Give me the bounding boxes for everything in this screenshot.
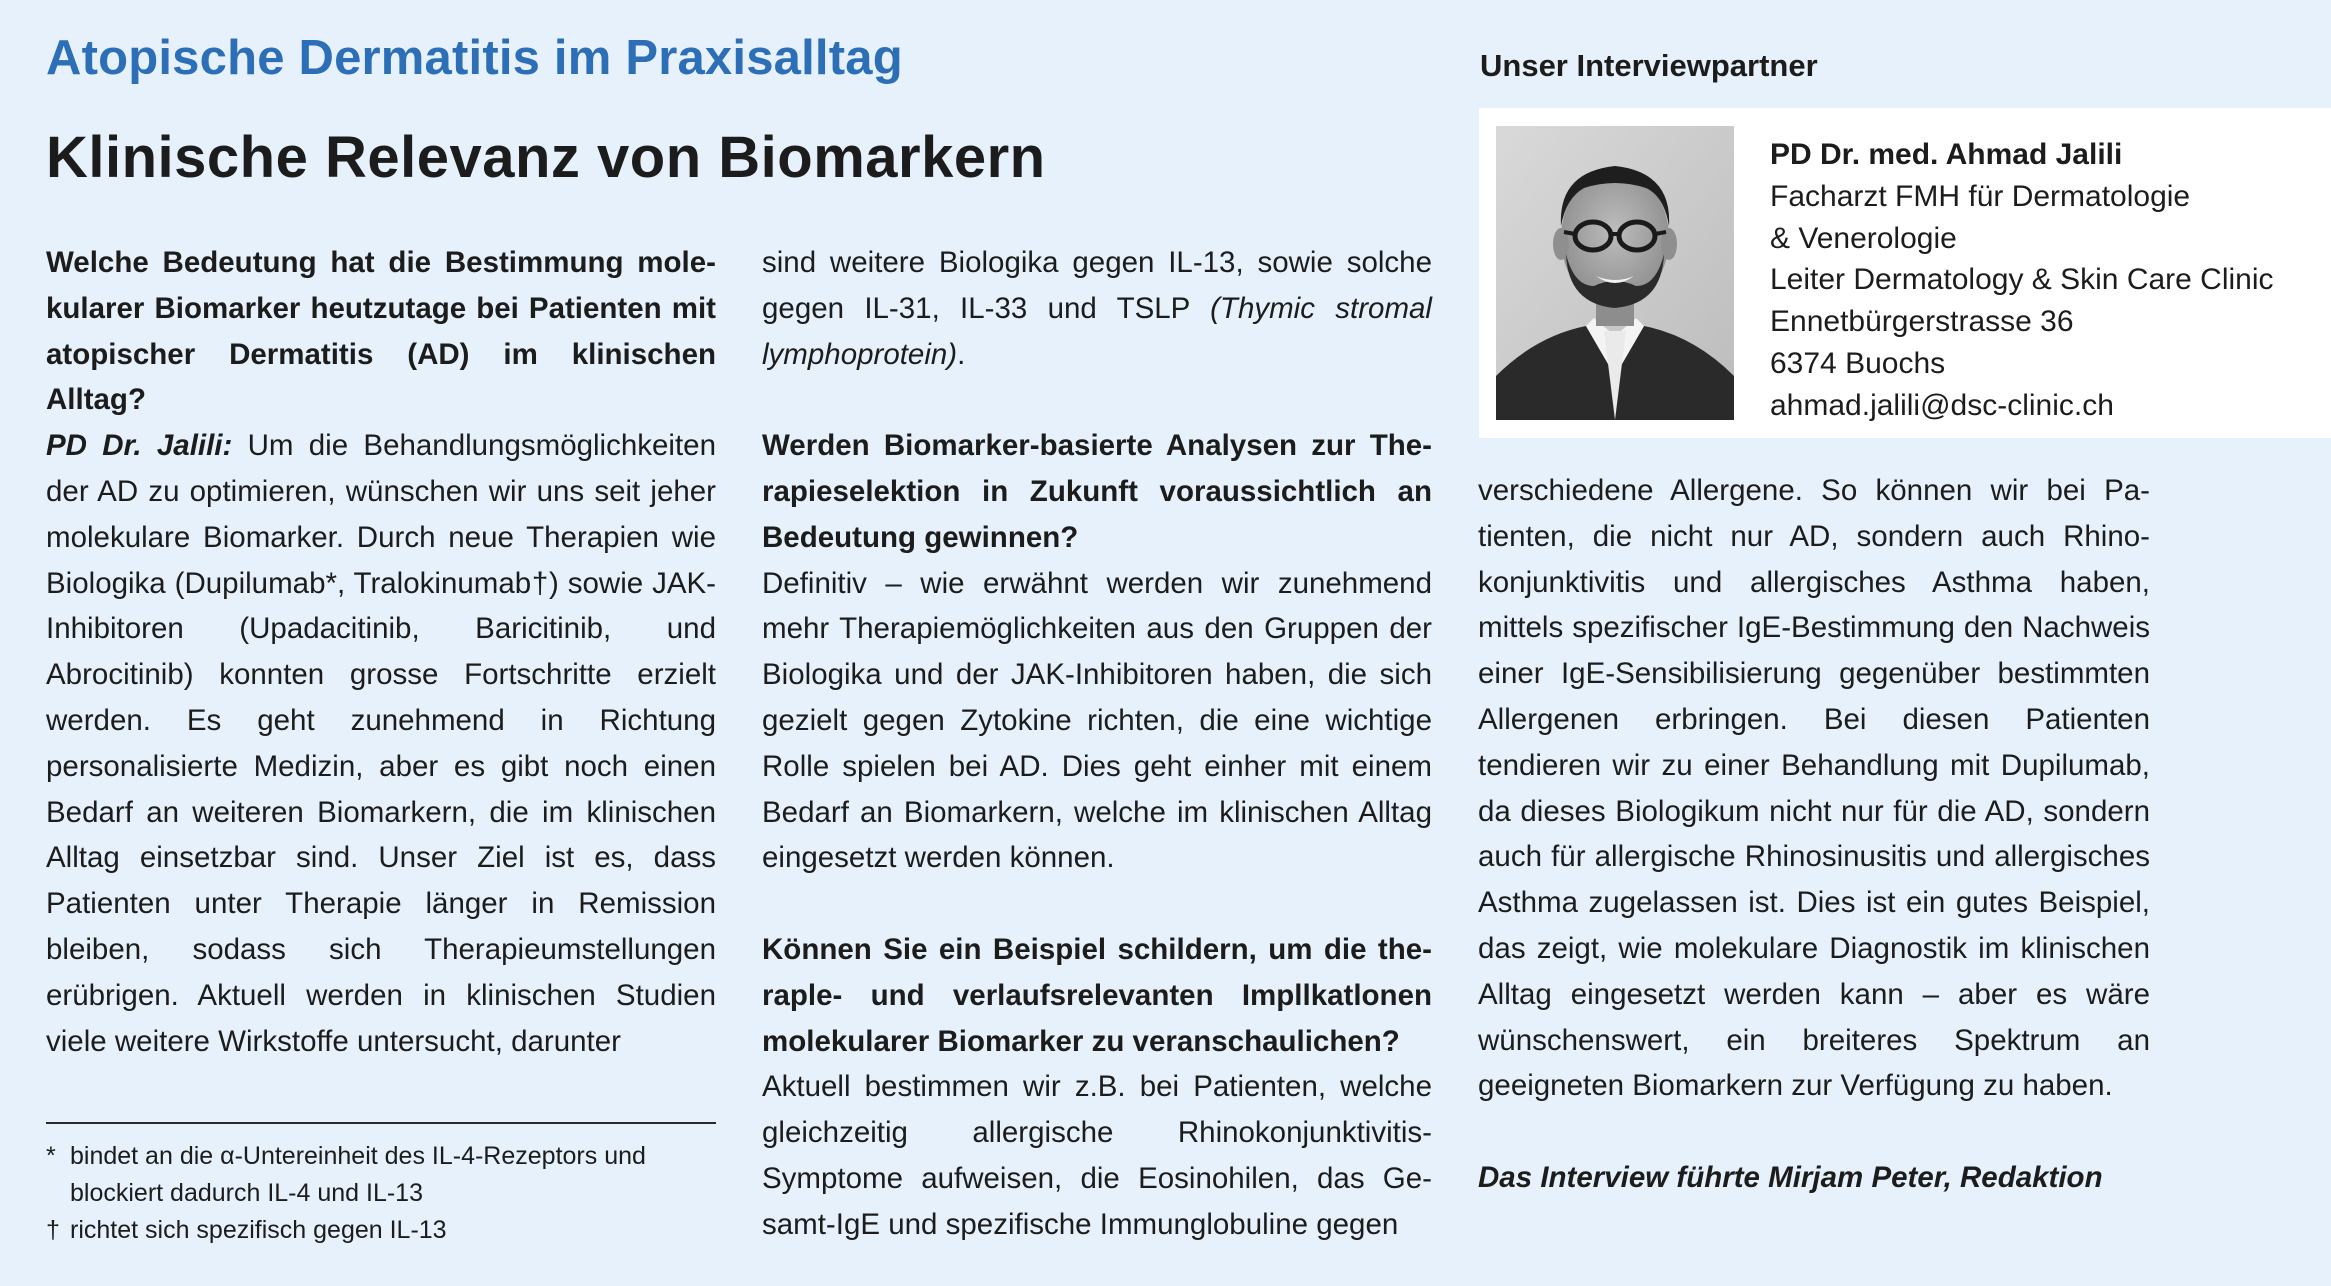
partner-title-line-3: Leiter Dermatology & Skin Care Clinic xyxy=(1770,263,2274,297)
portrait-photo-icon xyxy=(1496,126,1734,420)
article-title: Klinische Relevanz von Biomarkern xyxy=(46,125,1046,190)
answer-1-cont-italic: (Thymic stromal lymphoprotein) xyxy=(762,291,1432,371)
answer-1-text: Um die Behandlungsmöglichkeiten der AD zu optimieren, wünschen wir uns seit jeher molekulare Biomarker. Durch neue Therapien wie Biologika (Dupilumab*, Tralokinumab†) sowie JAK-Inhibitoren (Upadacitinib, Baricitinib, und Abrocitinib) konnten grosse Fortschritte erzielt werden. Es geht zunehmend in Richtung personalisierte Medizin, aber es gibt noch einen Bedarf an weiteren Biomarkern, die im klinischen Alltag einsetzbar sind. Unser Ziel ist es, dass Patienten unter Therapie länger in Remission bleiben, sodass sich Therapieumstellungen erübrigen. Aktuell werden in klinischen Studien viele weitere Wirkstoffe untersucht, darunter xyxy=(46,429,716,1058)
partner-email-link[interactable]: ahmad.jalili@dsc-clinic.ch xyxy=(1770,388,2114,422)
partner-title-line-1: Facharzt FMH für Dermatologie xyxy=(1770,179,2191,213)
answer-1 xyxy=(46,423,716,1064)
section-kicker: Atopische Dermatitis im Praxisalltag xyxy=(46,31,903,85)
partner-title-line-2: & Venerologie xyxy=(1770,221,1957,255)
partner-heading: Unser Interviewpartner xyxy=(1480,48,1818,83)
paragraph-gap xyxy=(762,881,1432,927)
column-1 xyxy=(46,240,716,1064)
answer-3: Aktuell bestimmen wir z.B. bei Patienten, welche gleichzeitig allergische Rhinokonjunktivitis-Symptome aufweisen, die Eosinohilen, das Gesamt-IgE und spezifische Immunglobuline gegen xyxy=(762,1070,1432,1241)
partner-name: PD Dr. med. Ahmad Jalili xyxy=(1770,138,2123,171)
footnote-text: bindet an die α-Untereinheit des IL-4-Rezeptors und blockiert dadurch IL-4 und IL-13 xyxy=(70,1142,646,1207)
answer-1-continued xyxy=(762,240,1432,377)
footnotes xyxy=(46,1122,716,1249)
question-1: Welche Bedeutung hat die Bestimmung molekularer Biomarker heutzutage bei Patienten mit atopischer Dermatitis (AD) im klinischen Alltag? xyxy=(46,246,716,417)
partner-card xyxy=(1479,108,2331,438)
column-2 xyxy=(762,240,1432,1248)
speaker-label: PD Dr. Jalili: xyxy=(46,429,233,463)
footnote-mark: * xyxy=(46,1142,56,1170)
paragraph-gap xyxy=(762,377,1432,423)
footnote-mark: † xyxy=(46,1216,60,1244)
question-3: Können Sie ein Beispiel schildern, um die theraple- und verlaufsrelevanten Impllkatlonen molekularer Biomarker zu veranschaulichen? xyxy=(762,932,1432,1058)
footnote-1 xyxy=(46,1138,716,1212)
column-3 xyxy=(1478,468,2150,1201)
question-2: Werden Biomarker-basierte Analysen zur Therapieselektion in Zukunft voraussichtlich an Bedeutung gewinnen? xyxy=(762,429,1432,554)
answer-3-continued: verschiedene Allergene. So können wir bei Patienten, die nicht nur AD, sondern auch Rhinokonjunktivitis und allergisches Asthma haben, mittels spezifischer IgE-Bestimmung den Nachweis einer IgE-Sensibilisierung gegenüber bestimmten Allergenen erbringen. Bei diesen Patienten tendieren wir zu einer Behandlung mit Dupilumab, da dieses Biologikum nicht nur für die AD, sondern auch für allergische Rhinosinusitis und allergisches Asthma zugelassen ist. Dies ist ein gutes Beispiel, das zeigt, wie molekulare Diagnostik im klinischen Alltag eingesetzt werden kann – aber es wäre wünschenswert, ein breiteres Spektrum an geeigneten Biomarkern zur Verfügung zu haben. xyxy=(1478,474,2150,1103)
answer-1-cont-end: . xyxy=(957,337,966,371)
footnote-2 xyxy=(46,1212,716,1249)
footnote-text: richtet sich spezifisch gegen IL-13 xyxy=(70,1216,447,1244)
interview-credit: Das Interview führte Mirjam Peter, Redaktion xyxy=(1478,1160,2103,1194)
partner-street: Ennetbürgerstrasse 36 xyxy=(1770,305,2074,339)
answer-1-cont-text: sind weitere Biologika gegen IL-13, sowie solche gegen IL-31, IL-33 und TSLP xyxy=(762,246,1432,325)
paragraph-gap xyxy=(1478,1109,2150,1155)
partner-details xyxy=(1770,134,2330,427)
partner-city: 6374 Buochs xyxy=(1770,346,1946,380)
answer-2: Definitiv – wie erwähnt werden wir zunehmend mehr Therapiemöglichkeiten aus den Gruppen der Biologika und der JAK-Inhibitoren haben, die sich gezielt gegen Zytokine richten, die eine wichtige Rolle spielen bei AD. Dies geht einher mit einem Bedarf an Biomarkern, welche im klinischen Alltag eingesetzt werden können. xyxy=(762,566,1432,875)
